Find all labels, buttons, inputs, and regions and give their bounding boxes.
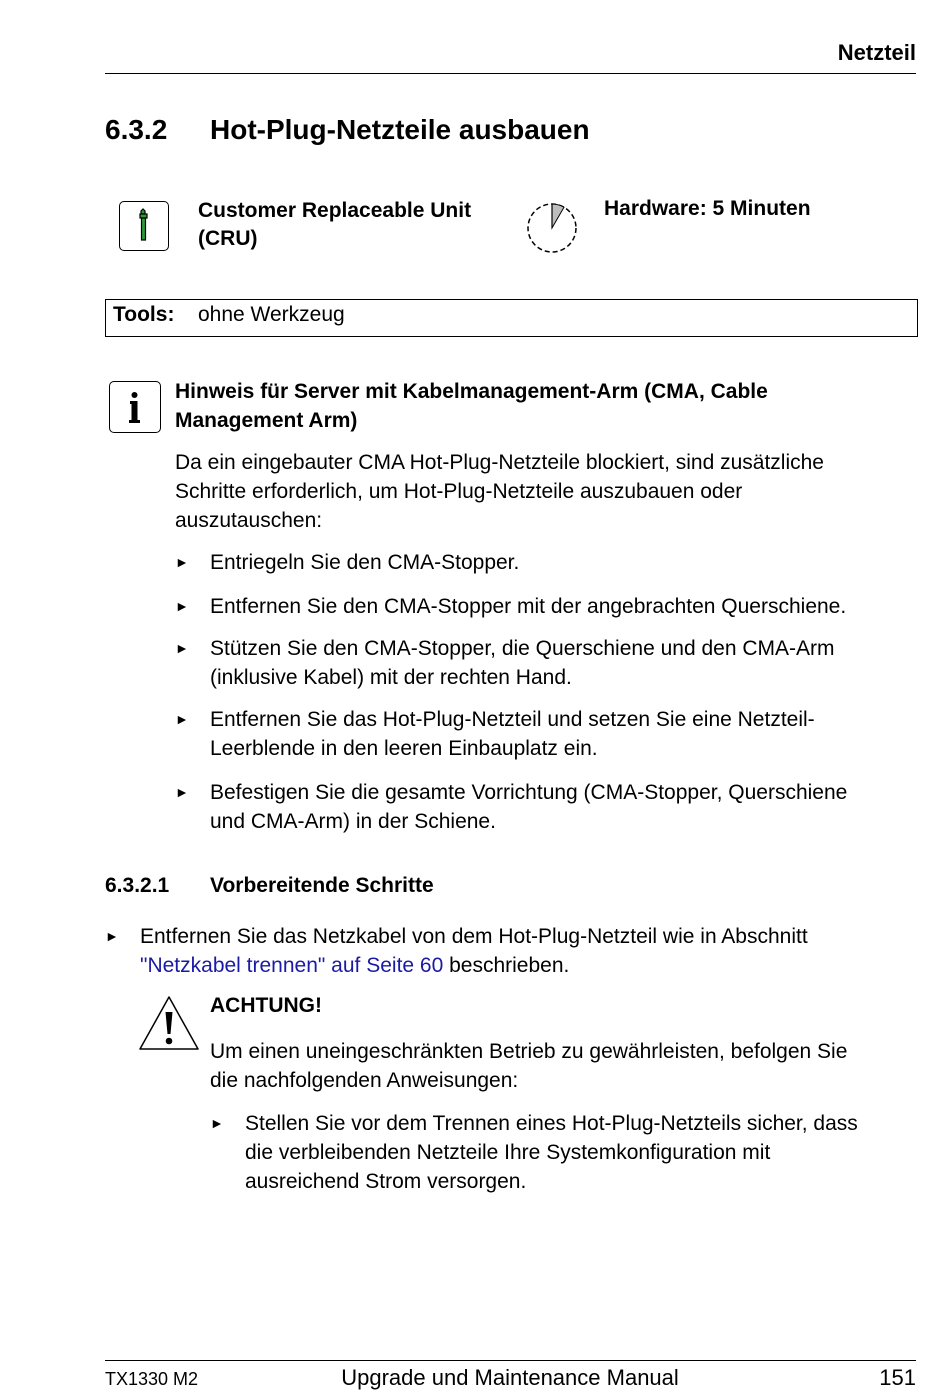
clock-icon xyxy=(524,200,580,256)
note-paragraph: Da ein eingebauter CMA Hot-Plug-Netzteile blockiert, sind zusätzliche Schritte erforderlich, um Hot-Plug-Netzteile auszubauen oder auszutauschen: xyxy=(175,451,824,532)
tools-value: ohne Werkzeug xyxy=(198,303,345,326)
cru-label: Customer Replaceable Unit (CRU) xyxy=(198,199,472,250)
list-item: Entfernen Sie den CMA-Stopper mit der angebrachten Querschiene. xyxy=(210,595,847,618)
warning-icon xyxy=(137,994,201,1052)
header-rule xyxy=(105,73,916,74)
warning-title: ACHTUNG! xyxy=(210,994,322,1017)
footer-manual-title: Upgrade und Maintenance Manual xyxy=(341,1365,679,1390)
bullet-arrow-icon: ► xyxy=(175,711,189,727)
section-number: 6.3.2 xyxy=(105,114,168,145)
wrench-icon xyxy=(119,201,169,251)
list-item: Stützen Sie den CMA-Stopper, die Querschiene und den CMA-Arm (inklusive Kabel) mit der rechten Hand. xyxy=(210,637,835,689)
bullet-arrow-icon: ► xyxy=(105,928,119,944)
bullet-arrow-icon: ► xyxy=(175,784,189,800)
info-icon xyxy=(109,381,161,433)
tools-label: Tools: xyxy=(113,303,175,326)
list-item: Entfernen Sie das Hot-Plug-Netzteil und setzen Sie eine Netzteil- Leerblende in den leeren Einbauplatz ein. xyxy=(210,708,815,760)
hardware-time-label: Hardware: 5 Minuten xyxy=(604,197,811,220)
subsection-number: 6.3.2.1 xyxy=(105,874,170,897)
bullet-arrow-icon: ► xyxy=(175,554,189,570)
bullet-arrow-icon: ► xyxy=(175,598,189,614)
bullet-arrow-icon: ► xyxy=(175,640,189,656)
page-number: 151 xyxy=(879,1365,916,1390)
footer-product: TX1330 M2 xyxy=(105,1369,199,1389)
running-header: Netzteil xyxy=(837,40,916,65)
note-title: Hinweis für Server mit Kabelmanagement-Arm (CMA, Cable Management Arm) xyxy=(175,380,768,432)
warning-paragraph: Um einen uneingeschränkten Betrieb zu gewährleisten, befolgen Sie die nachfolgenden Anweisungen: xyxy=(210,1040,848,1092)
cross-reference-link[interactable]: "Netzkabel trennen" auf Seite 60 xyxy=(140,954,444,977)
list-item: Entfernen Sie das Netzkabel von dem Hot-Plug-Netzteil wie in Abschnitt "Netzkabel trennen" auf Seite 60 beschrieben. xyxy=(140,925,808,977)
list-item: Stellen Sie vor dem Trennen eines Hot-Plug-Netzteils sicher, dass die verbleibenden Netzteile Ihre Systemkonfiguration mit ausreichend Strom versorgen. xyxy=(245,1112,858,1193)
footer-rule xyxy=(105,1360,916,1361)
list-item: Entriegeln Sie den CMA-Stopper. xyxy=(210,551,520,574)
bullet-arrow-icon: ► xyxy=(210,1115,224,1131)
list-item: Befestigen Sie die gesamte Vorrichtung (CMA-Stopper, Querschiene und CMA-Arm) in der Schiene. xyxy=(210,781,848,833)
subsection-title: Vorbereitende Schritte xyxy=(210,874,434,897)
section-title: Hot-Plug-Netzteile ausbauen xyxy=(210,114,590,145)
